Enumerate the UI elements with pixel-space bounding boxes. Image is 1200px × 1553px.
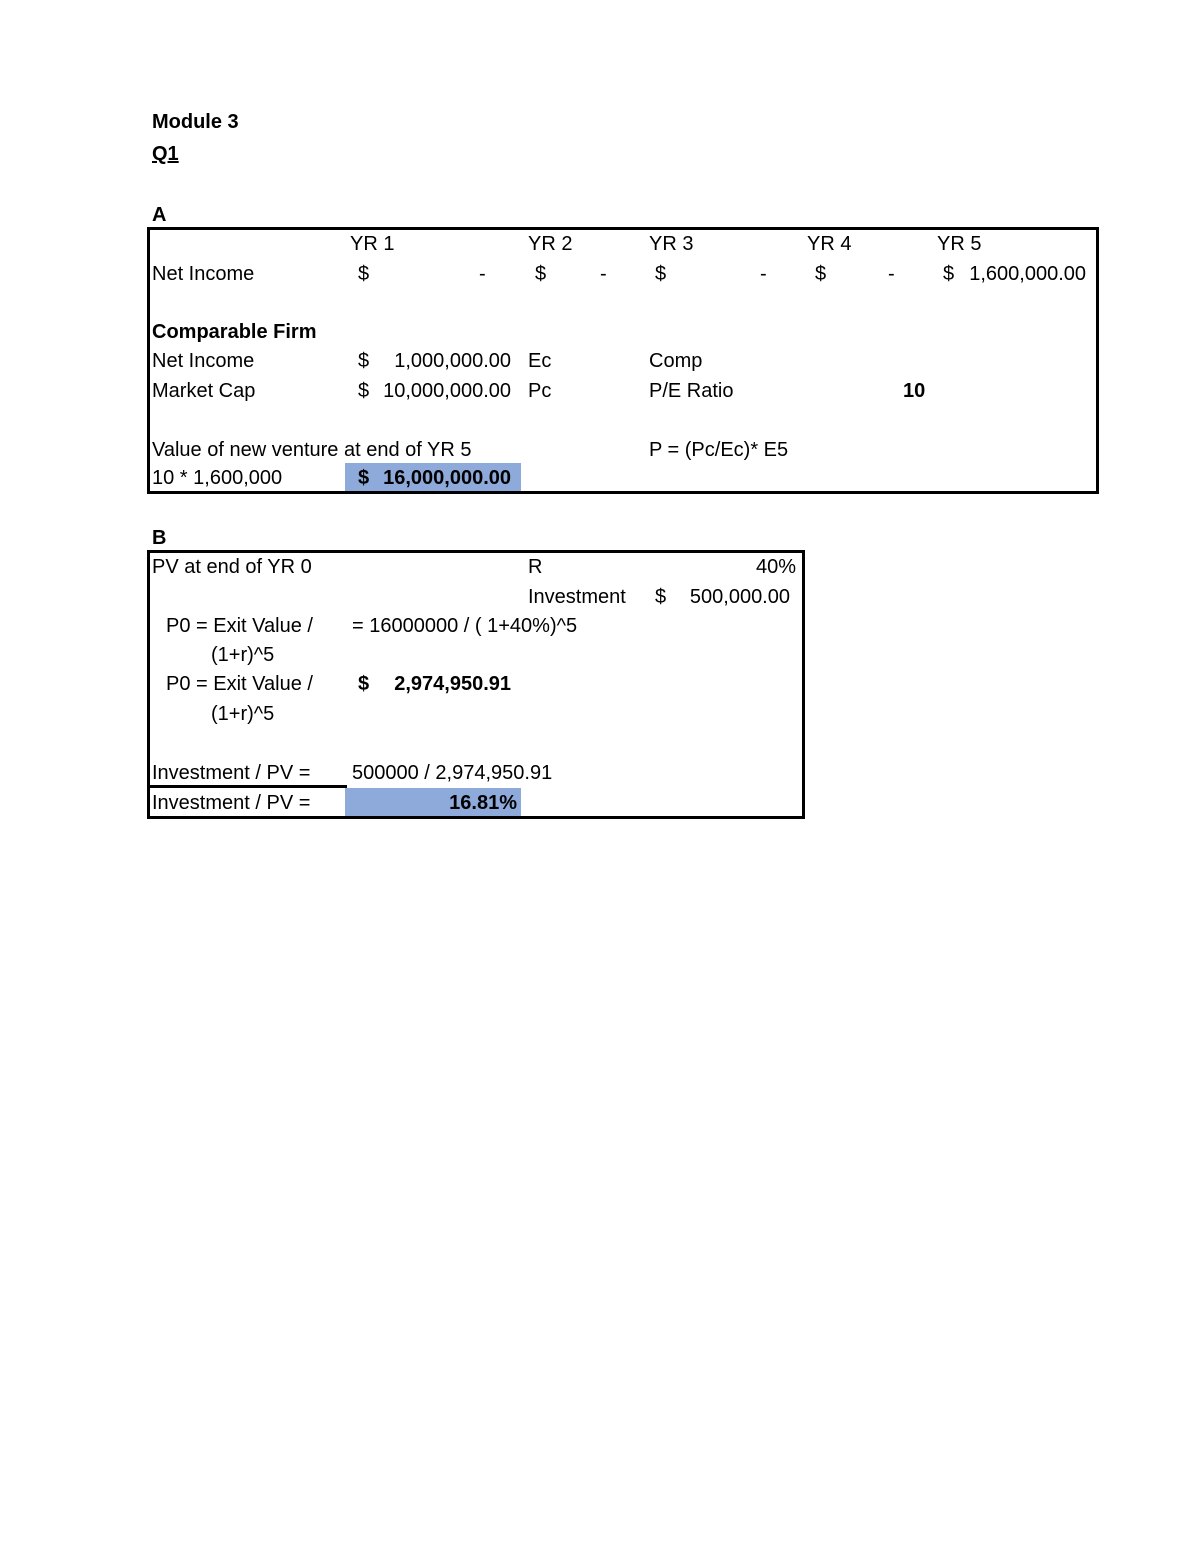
pc-label: Pc (528, 380, 552, 402)
r-value: 40% (755, 556, 796, 578)
pe-ratio-value: 10 (903, 380, 926, 402)
comparable-firm-heading: Comparable Firm (152, 321, 317, 343)
inv-pv-result: 16.81% (449, 792, 517, 814)
year-header-4: YR 4 (807, 233, 852, 255)
pv-label: PV at end of YR 0 (152, 556, 312, 578)
investment-currency: $ (655, 586, 667, 608)
net-income-label: Net Income (152, 263, 255, 285)
p0-currency: $ (358, 673, 370, 695)
comp-net-income-currency: $ (358, 350, 370, 372)
section-b-label: B (152, 527, 167, 549)
pe-ratio-label: P/E Ratio (649, 380, 734, 402)
inv-pv-result-label: Investment / PV = (152, 792, 311, 814)
venture-value: 16,000,000.00 (383, 467, 511, 489)
net-income-yr4-value: - (888, 263, 895, 285)
p0-result-label-line2: (1+r)^5 (211, 703, 275, 725)
pe-formula: P = (Pc/Ec)* E5 (649, 439, 789, 461)
comp-net-income-label: Net Income (152, 350, 255, 372)
p0-result-label-line1: P0 = Exit Value / (166, 673, 313, 695)
net-income-yr1-value: - (479, 263, 486, 285)
comp-label: Comp (649, 350, 703, 372)
year-header-1: YR 1 (350, 233, 395, 255)
comp-net-income-value: 1,000,000.00 (394, 350, 511, 372)
r-label: R (528, 556, 543, 578)
year-header-5: YR 5 (937, 233, 982, 255)
net-income-yr2-value: - (600, 263, 607, 285)
net-income-yr3-value: - (760, 263, 767, 285)
market-cap-label: Market Cap (152, 380, 256, 402)
net-income-yr3-currency: $ (655, 263, 667, 285)
ec-label: Ec (528, 350, 552, 372)
p0-definition-line1: P0 = Exit Value / (166, 615, 313, 637)
venture-calc-label: 10 * 1,600,000 (152, 467, 283, 489)
venture-value-label: Value of new venture at end of YR 5 (152, 439, 472, 461)
net-income-yr5-currency: $ (943, 263, 955, 285)
inv-pv-formula-label: Investment / PV = (152, 762, 311, 784)
p0-formula: = 16000000 / ( 1+40%)^5 (352, 615, 578, 637)
net-income-yr4-currency: $ (815, 263, 827, 285)
venture-value-currency: $ (358, 467, 370, 489)
inv-pv-formula: 500000 / 2,974,950.91 (352, 762, 553, 784)
investment-label: Investment (528, 586, 626, 608)
result-row-divider (147, 785, 347, 788)
investment-value: 500,000.00 (689, 586, 790, 608)
p0-value: 2,974,950.91 (394, 673, 511, 695)
market-cap-currency: $ (358, 380, 370, 402)
net-income-yr5-value: 1,600,000.00 (969, 263, 1086, 285)
year-header-3: YR 3 (649, 233, 694, 255)
p0-definition-line2: (1+r)^5 (211, 644, 275, 666)
section-a-label: A (152, 204, 167, 226)
net-income-yr2-currency: $ (535, 263, 547, 285)
year-header-2: YR 2 (528, 233, 573, 255)
module-title: Module 3 (152, 111, 239, 133)
net-income-yr1-currency: $ (358, 263, 370, 285)
market-cap-value: 10,000,000.00 (383, 380, 511, 402)
question-label: Q1 (152, 143, 179, 165)
